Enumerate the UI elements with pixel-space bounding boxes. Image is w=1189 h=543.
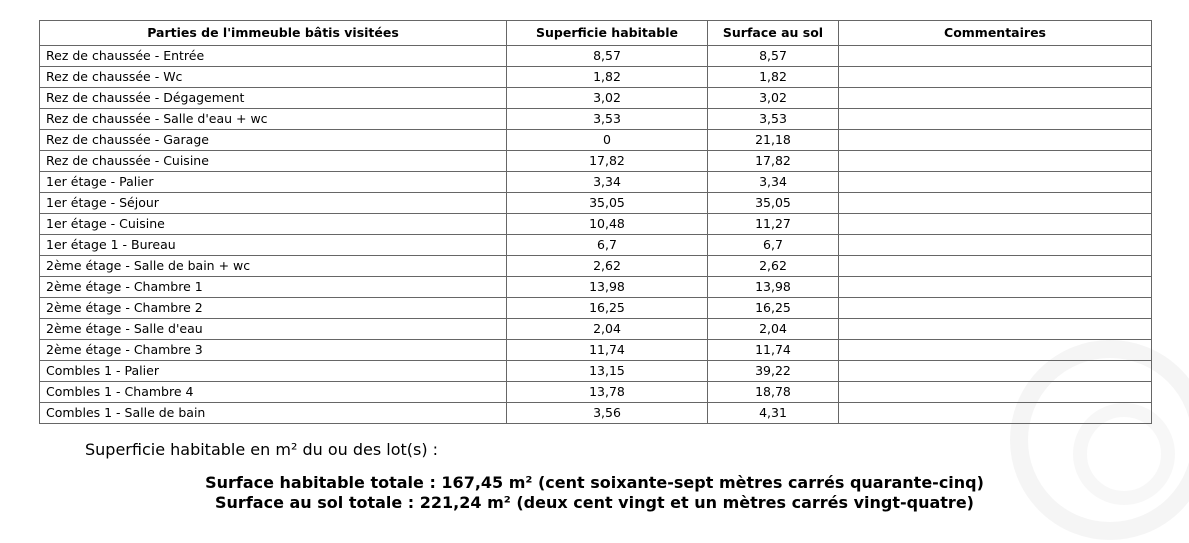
cell-superficie-habitable: 2,62 xyxy=(507,256,708,277)
cell-surface-au-sol: 8,57 xyxy=(708,46,839,67)
cell-superficie-habitable: 8,57 xyxy=(507,46,708,67)
cell-superficie-habitable: 10,48 xyxy=(507,214,708,235)
table-row xyxy=(40,340,1152,361)
table-row xyxy=(40,109,1152,130)
header-surface-au-sol: Surface au sol xyxy=(708,21,839,46)
cell-partie: Rez de chaussée - Entrée xyxy=(40,46,507,67)
table-row xyxy=(40,319,1152,340)
table-row xyxy=(40,361,1152,382)
cell-commentaire xyxy=(839,88,1152,109)
table-header-row xyxy=(40,21,1152,46)
cell-superficie-habitable: 35,05 xyxy=(507,193,708,214)
surfaces-table xyxy=(39,20,1152,424)
cell-surface-au-sol: 2,62 xyxy=(708,256,839,277)
cell-superficie-habitable: 13,98 xyxy=(507,277,708,298)
table-row xyxy=(40,235,1152,256)
header-superficie-habitable: Superficie habitable xyxy=(507,21,708,46)
table-row xyxy=(40,382,1152,403)
cell-commentaire xyxy=(839,340,1152,361)
cell-partie: Rez de chaussée - Cuisine xyxy=(40,151,507,172)
cell-commentaire xyxy=(839,361,1152,382)
cell-surface-au-sol: 6,7 xyxy=(708,235,839,256)
table-row xyxy=(40,256,1152,277)
cell-superficie-habitable: 3,56 xyxy=(507,403,708,424)
table-row xyxy=(40,46,1152,67)
cell-commentaire xyxy=(839,151,1152,172)
cell-commentaire xyxy=(839,277,1152,298)
table-row xyxy=(40,214,1152,235)
cell-surface-au-sol: 4,31 xyxy=(708,403,839,424)
cell-commentaire xyxy=(839,235,1152,256)
header-commentaires: Commentaires xyxy=(839,21,1152,46)
total-habitable: Surface habitable totale : 167,45 m² (cent soixante-sept mètres carrés quarante-cinq) xyxy=(205,473,984,492)
cell-commentaire xyxy=(839,172,1152,193)
cell-commentaire xyxy=(839,109,1152,130)
cell-surface-au-sol: 1,82 xyxy=(708,67,839,88)
cell-surface-au-sol: 13,98 xyxy=(708,277,839,298)
cell-partie: Combles 1 - Salle de bain xyxy=(40,403,507,424)
cell-commentaire xyxy=(839,319,1152,340)
cell-partie: 2ème étage - Salle d'eau xyxy=(40,319,507,340)
cell-surface-au-sol: 3,34 xyxy=(708,172,839,193)
table-row xyxy=(40,130,1152,151)
cell-surface-au-sol: 3,02 xyxy=(708,88,839,109)
cell-superficie-habitable: 6,7 xyxy=(507,235,708,256)
table-row xyxy=(40,172,1152,193)
cell-partie: 1er étage 1 - Bureau xyxy=(40,235,507,256)
table-row xyxy=(40,151,1152,172)
cell-superficie-habitable: 11,74 xyxy=(507,340,708,361)
cell-surface-au-sol: 35,05 xyxy=(708,193,839,214)
cell-surface-au-sol: 16,25 xyxy=(708,298,839,319)
cell-surface-au-sol: 3,53 xyxy=(708,109,839,130)
cell-superficie-habitable: 0 xyxy=(507,130,708,151)
cell-partie: 2ème étage - Salle de bain + wc xyxy=(40,256,507,277)
cell-surface-au-sol: 11,27 xyxy=(708,214,839,235)
cell-partie: 2ème étage - Chambre 1 xyxy=(40,277,507,298)
table-row xyxy=(40,193,1152,214)
cell-commentaire xyxy=(839,403,1152,424)
cell-surface-au-sol: 39,22 xyxy=(708,361,839,382)
table-row xyxy=(40,277,1152,298)
lot-label: Superficie habitable en m² du ou des lot(s) : xyxy=(85,440,439,459)
cell-surface-au-sol: 21,18 xyxy=(708,130,839,151)
cell-surface-au-sol: 18,78 xyxy=(708,382,839,403)
total-sol: Surface au sol totale : 221,24 m² (deux cent vingt et un mètres carrés vingt-quatre) xyxy=(215,493,974,512)
cell-superficie-habitable: 13,15 xyxy=(507,361,708,382)
cell-commentaire xyxy=(839,67,1152,88)
cell-partie: Rez de chaussée - Salle d'eau + wc xyxy=(40,109,507,130)
cell-commentaire xyxy=(839,382,1152,403)
cell-surface-au-sol: 2,04 xyxy=(708,319,839,340)
cell-partie: Rez de chaussée - Wc xyxy=(40,67,507,88)
cell-partie: Rez de chaussée - Dégagement xyxy=(40,88,507,109)
cell-commentaire xyxy=(839,298,1152,319)
table-body xyxy=(40,46,1152,424)
cell-commentaire xyxy=(839,193,1152,214)
cell-partie: 2ème étage - Chambre 2 xyxy=(40,298,507,319)
cell-superficie-habitable: 3,02 xyxy=(507,88,708,109)
cell-superficie-habitable: 2,04 xyxy=(507,319,708,340)
cell-partie: 1er étage - Cuisine xyxy=(40,214,507,235)
table-row xyxy=(40,88,1152,109)
cell-superficie-habitable: 17,82 xyxy=(507,151,708,172)
header-parties: Parties de l'immeuble bâtis visitées xyxy=(40,21,507,46)
cell-superficie-habitable: 3,53 xyxy=(507,109,708,130)
cell-surface-au-sol: 17,82 xyxy=(708,151,839,172)
cell-surface-au-sol: 11,74 xyxy=(708,340,839,361)
cell-partie: 1er étage - Palier xyxy=(40,172,507,193)
cell-commentaire xyxy=(839,46,1152,67)
cell-commentaire xyxy=(839,256,1152,277)
cell-partie: 1er étage - Séjour xyxy=(40,193,507,214)
cell-partie: Combles 1 - Palier xyxy=(40,361,507,382)
table-row xyxy=(40,403,1152,424)
cell-partie: 2ème étage - Chambre 3 xyxy=(40,340,507,361)
cell-superficie-habitable: 16,25 xyxy=(507,298,708,319)
cell-partie: Rez de chaussée - Garage xyxy=(40,130,507,151)
cell-partie: Combles 1 - Chambre 4 xyxy=(40,382,507,403)
cell-commentaire xyxy=(839,130,1152,151)
table-row xyxy=(40,67,1152,88)
cell-superficie-habitable: 13,78 xyxy=(507,382,708,403)
table-row xyxy=(40,298,1152,319)
cell-commentaire xyxy=(839,214,1152,235)
cell-superficie-habitable: 1,82 xyxy=(507,67,708,88)
cell-superficie-habitable: 3,34 xyxy=(507,172,708,193)
